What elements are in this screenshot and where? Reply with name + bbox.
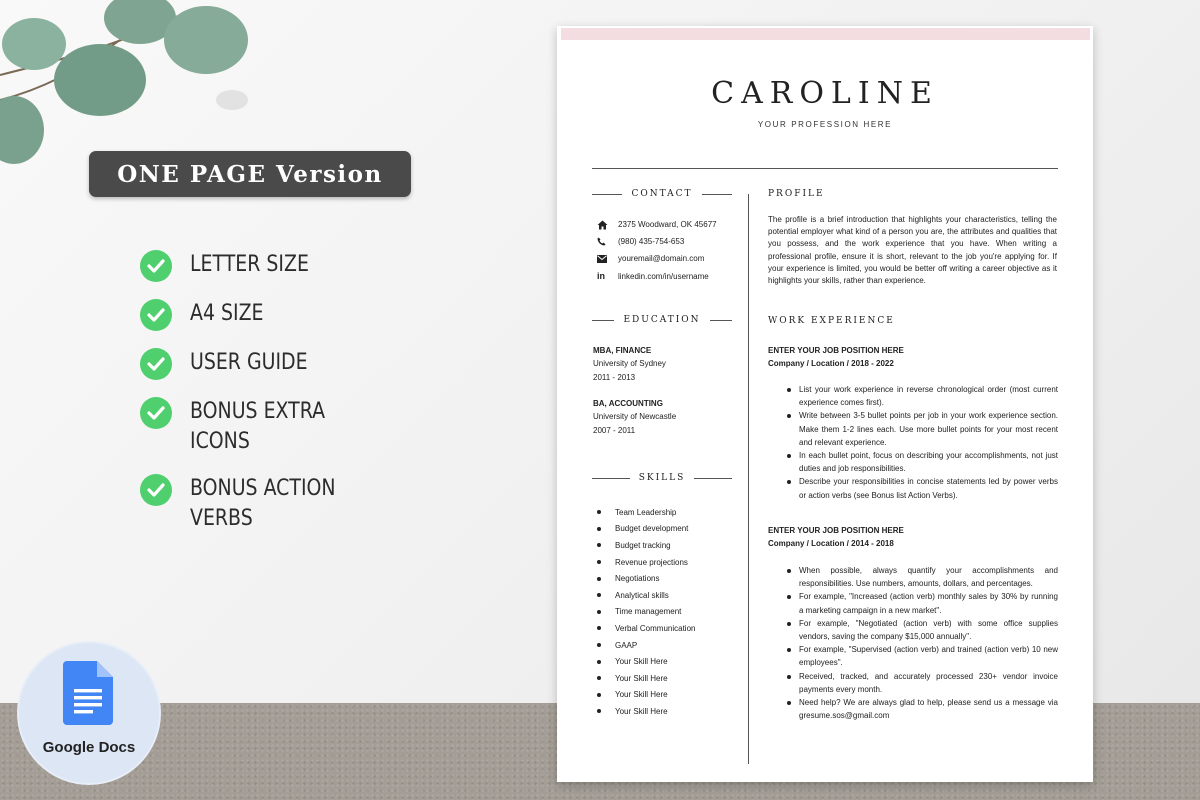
job-bullet: Write between 3-5 bullet points per job in your work experience section. Make them 1-2 lines each. Use more bullet points for your most recent and relevant experience. <box>787 409 1058 449</box>
checkmark-icon <box>140 397 172 429</box>
feature-label: USER GUIDE <box>190 350 308 375</box>
job-company: Company / Location / 2018 - 2022 <box>768 359 894 368</box>
skill-item: Verbal Communication <box>595 620 745 637</box>
feature-label: LETTER SIZE <box>190 252 309 277</box>
resume-name: CAROLINE <box>711 76 939 111</box>
checkmark-icon <box>140 474 172 506</box>
skill-item: Your Skill Here <box>595 703 745 720</box>
skill-item: Budget development <box>595 521 745 538</box>
job-header <box>768 344 1058 370</box>
skill-item: Your Skill Here <box>595 670 745 687</box>
contact-item: in linkedin.com/in/username <box>597 271 709 282</box>
feature-label: BONUS EXTRA ICONS <box>190 399 326 454</box>
phone-icon <box>597 237 611 247</box>
job-bullets <box>787 564 1058 722</box>
feature-list <box>140 250 400 551</box>
google-docs-badge <box>19 643 159 783</box>
contact-item: (980) 435-754-653 <box>597 233 747 250</box>
skills-list <box>595 504 745 720</box>
job-bullet: For example, "Negotiated (action verb) with some office supplies vendors, saving the company $15,000 annually". <box>787 617 1058 643</box>
contact-item: youremail@domain.com <box>597 250 747 267</box>
profile-heading: PROFILE <box>768 189 825 199</box>
job-bullet: List your work experience in reverse chronological order (most current experience comes first). <box>787 383 1058 409</box>
feature-label: BONUS ACTION VERBS <box>190 476 336 531</box>
resume-profession: YOUR PROFESSION HERE <box>757 120 893 129</box>
job-bullet: Received, tracked, and accurately processed 230+ vendor invoice payments every month. <box>787 670 1058 696</box>
job-bullet: For example, "Supervised (action verb) and trained (action verb) 10 new employees". <box>787 643 1058 669</box>
skill-item: Your Skill Here <box>595 687 745 704</box>
skill-item: Analytical skills <box>595 587 745 604</box>
linkedin-icon: in <box>597 271 605 282</box>
feature-item <box>140 250 400 282</box>
contact-heading: CONTACT <box>592 189 732 199</box>
job-company: Company / Location / 2014 - 2018 <box>768 539 894 548</box>
checkmark-icon <box>140 250 172 282</box>
feature-item <box>140 474 400 534</box>
job-bullet: For example, "Increased (action verb) monthly sales by 30% by running a marketing campaign in a new market". <box>787 590 1058 616</box>
email-icon <box>597 254 611 264</box>
skill-item: Revenue projections <box>595 554 745 571</box>
column-divider <box>748 194 749 764</box>
google-docs-icon <box>63 661 113 725</box>
accent-bar <box>561 28 1090 40</box>
job-bullet: When possible, always quantify your accomplishments and responsibilities. Use numbers, amounts, dollars, and percentages. <box>787 564 1058 590</box>
feature-label: A4 SIZE <box>190 301 264 326</box>
version-label: ONE PAGE Version <box>89 151 411 197</box>
skill-item: Your Skill Here <box>595 653 745 670</box>
checkmark-icon <box>140 299 172 331</box>
education-entry: BA, ACCOUNTING University of Newcastle 2007 - 2011 <box>593 399 677 435</box>
google-docs-label: Google Docs <box>42 739 136 756</box>
resume-page <box>557 26 1093 782</box>
job-bullet: Need help? We are always glad to help, please send us a message via gresume.sos@gmail.com <box>787 696 1058 722</box>
contact-list <box>597 216 747 285</box>
header-divider <box>592 168 1058 169</box>
skill-item: Team Leadership <box>595 504 745 521</box>
skill-item: Time management <box>595 604 745 621</box>
checkmark-icon <box>140 348 172 380</box>
home-icon <box>597 220 611 230</box>
skill-item: GAAP <box>595 637 745 654</box>
feature-item <box>140 299 400 331</box>
job-bullets <box>787 383 1058 502</box>
education-heading: EDUCATION <box>592 315 732 325</box>
profile-text: The profile is a brief introduction that highlights your characteristics, telling the potential employer what kind of a person you are, the attributes and qualities that you possess, and the work experience that you have. When writing a professional profile, ensure it is short, relevant to the job you're applying for. If your experience is limited, you would be better off writing a career objective as it highlights your skills, rather than experience. <box>768 215 1057 286</box>
job-position: ENTER YOUR JOB POSITION HERE <box>768 526 904 535</box>
job-bullet: Describe your responsibilities in concise statements led by power verbs or action verbs (see Bonus list Action Verbs). <box>787 475 1058 501</box>
job-position: ENTER YOUR JOB POSITION HERE <box>768 346 904 355</box>
education-entry: MBA, FINANCE University of Sydney 2011 - 2013 <box>593 346 666 382</box>
skill-item: Negotiations <box>595 570 745 587</box>
feature-item <box>140 397 400 457</box>
skill-item: Budget tracking <box>595 537 745 554</box>
contact-item: 2375 Woodward, OK 45677 <box>597 216 747 233</box>
work-experience-heading: WORK EXPERIENCE <box>768 316 895 326</box>
feature-item <box>140 348 400 380</box>
skills-heading: SKILLS <box>592 473 732 483</box>
job-bullet: In each bullet point, focus on describing your accomplishments, not just duties and job responsibilities. <box>787 449 1058 475</box>
job-header <box>768 524 1058 550</box>
